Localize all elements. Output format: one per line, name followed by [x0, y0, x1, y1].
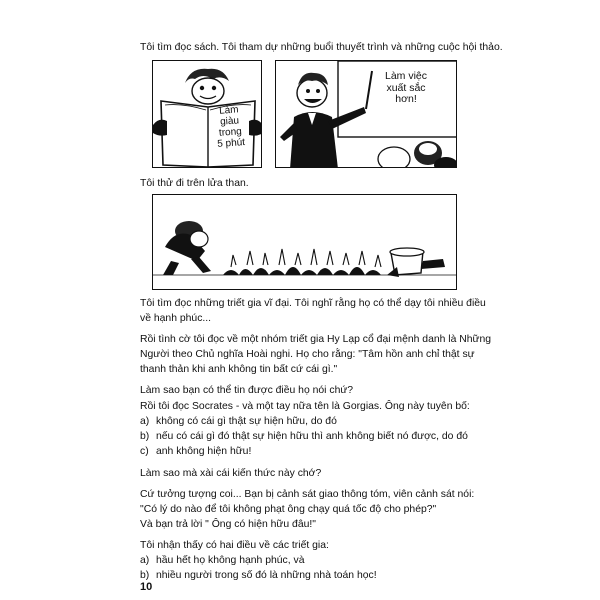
paragraph-2-line-1: Rồi tình cờ tôi đọc về một nhóm triết gia Hy Lạp cổ đại mệnh danh là Những [140, 334, 492, 345]
paragraph-1-line-1: Tôi tìm đọc những triết gia vĩ đại. Tôi nghĩ rằng họ có thể dạy tôi nhiều điều [140, 298, 486, 309]
paragraph-1-line-2: về hạnh phúc... [140, 313, 212, 324]
paragraph-4-line-1: Cứ tưởng tượng coi... Bạn bị cảnh sát giao thông tóm, viên cảnh sát nói: [140, 489, 475, 500]
firewalk-illustration [153, 195, 457, 290]
comic-panel-reading [152, 60, 262, 168]
intro-line: Tôi tìm đọc sách. Tôi tham dự những buổi thuyết trình và những cuộc hội thảo. [140, 42, 503, 53]
paragraph-3: Rồi tôi đọc Socrates - và một tay nữa tên là Gorgias. Ông này tuyên bố: [140, 401, 470, 412]
list-1-item-b: b) nếu có cái gì đó thật sự hiện hữu thì anh không biết nó được, do đó [140, 431, 468, 442]
paragraph-2-line-2: Người theo Chủ nghĩa Hoài nghi. Họ cho rằng: "Tâm hồn anh chỉ thật sự [140, 349, 475, 360]
paragraph-4-line-2: "Có lý do nào để tôi không phạt ông chạy quá tốc độ cho phép?" [140, 504, 437, 515]
comic-panel-presentation [275, 60, 457, 168]
book-cover-title: Làm giàu trong 5 phút [216, 104, 246, 150]
board-text: Làm việc xuất sắc hơn! [384, 70, 427, 105]
page-number: 10 [140, 581, 153, 593]
list-2-item-b: b) nhiều người trong số đó là những nhà toán học! [140, 570, 377, 581]
list-1-item-a: a) không có cái gì thật sự hiện hữu, do đó [140, 416, 337, 427]
list-2-item-a: a) hầu hết họ không hạnh phúc, và [140, 555, 305, 566]
paragraph-2-line-3: thanh thản khi anh không tin bất cứ cái gì." [140, 364, 338, 375]
question-1: Làm sao bạn có thể tin được điều họ nói chứ? [140, 385, 354, 396]
fire-walk-line: Tôi thử đi trên lửa than. [140, 178, 249, 189]
comic-panel-firewalk [152, 194, 457, 290]
list-1-item-c: c) anh không hiện hữu! [140, 446, 252, 457]
question-2: Làm sao mà xài cái kiến thức này chớ? [140, 468, 322, 479]
paragraph-5: Tôi nhận thấy có hai điều về các triết gia: [140, 540, 329, 551]
paragraph-4-line-3: Và bạn trả lời " Ông có hiện hữu đâu!" [140, 519, 316, 530]
